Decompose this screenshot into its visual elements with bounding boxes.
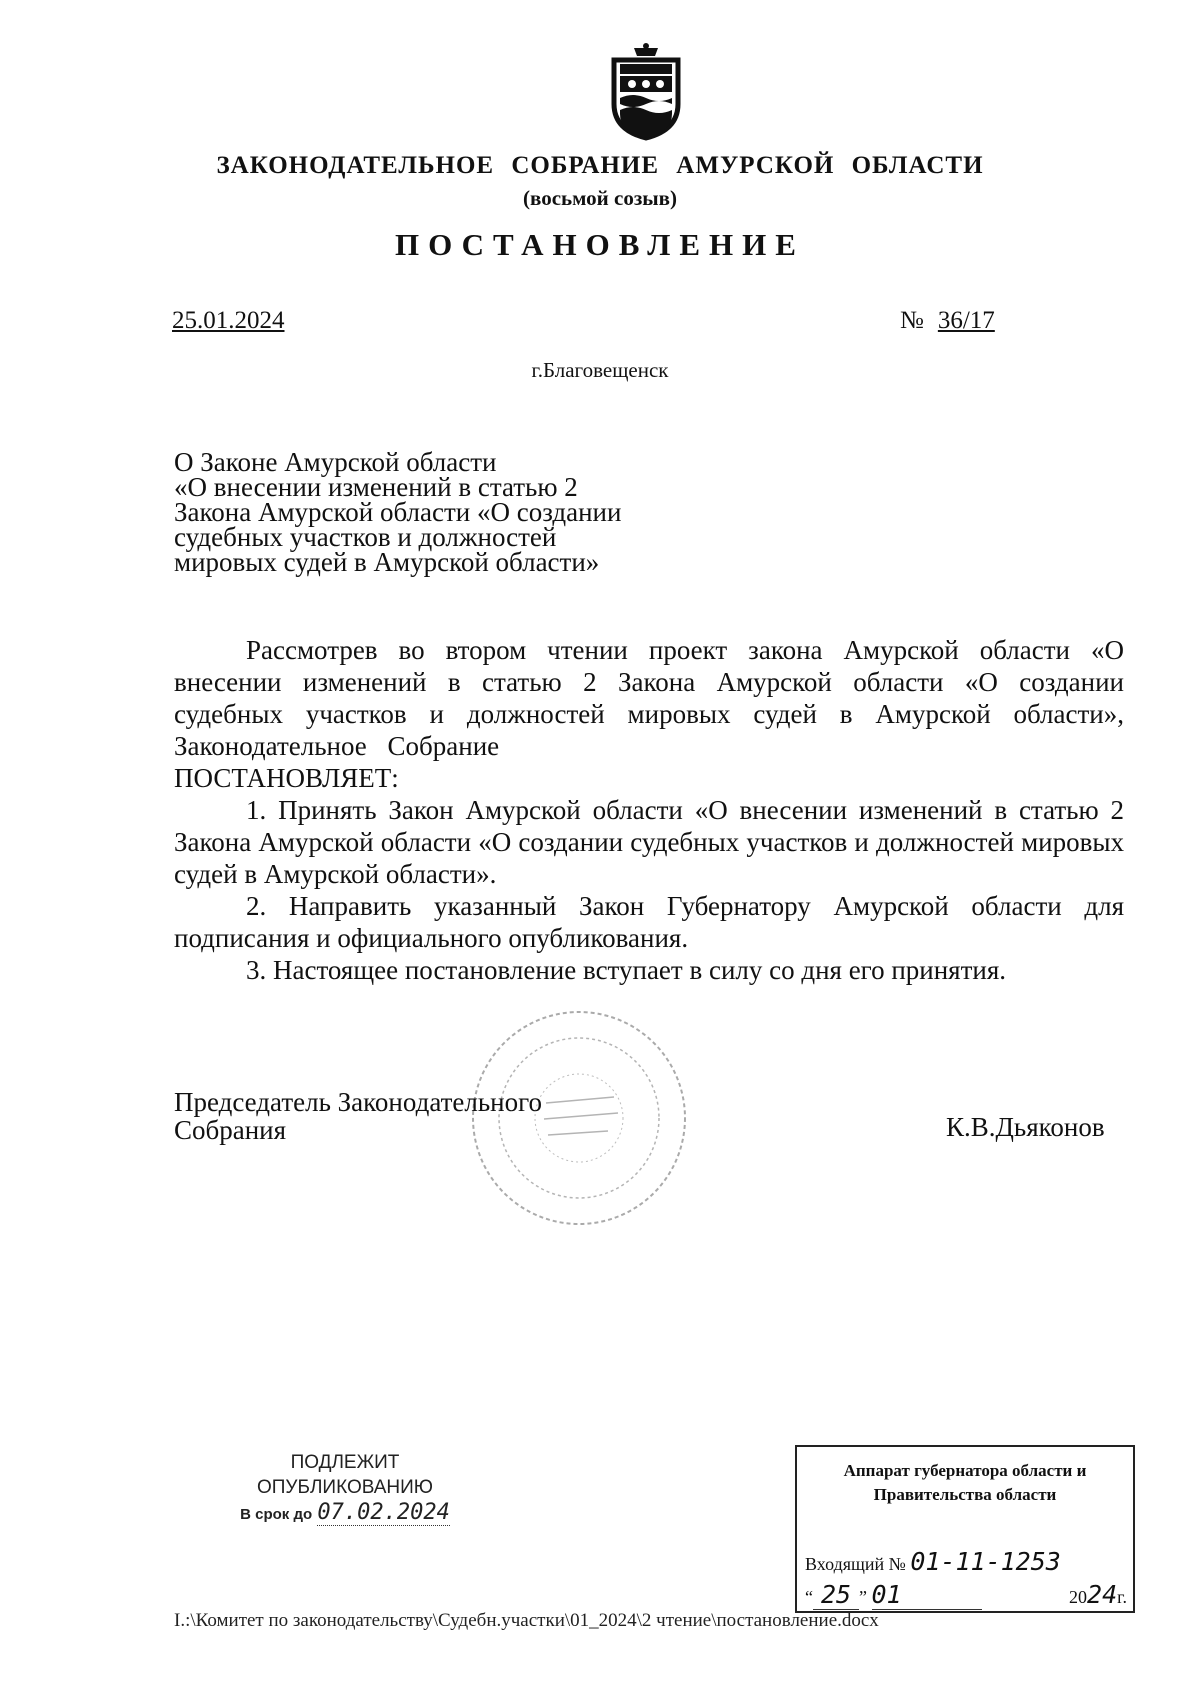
subject-line: Закона Амурской области «О создании bbox=[174, 497, 622, 527]
document-number-block bbox=[900, 307, 995, 335]
signatory-name: К.В.Дьяконов bbox=[946, 1112, 1105, 1142]
document-subject bbox=[174, 447, 622, 577]
resolves-heading: ПОСТАНОВЛЯЕТ: bbox=[174, 763, 399, 793]
incoming-number: 01-11-1253 bbox=[910, 1547, 1061, 1576]
incoming-year-mark: г. bbox=[1117, 1587, 1127, 1607]
document-city: г.Благовещенск bbox=[531, 358, 669, 382]
amur-region-coat-of-arms-icon bbox=[606, 42, 686, 142]
convocation-subtitle: (восьмой созыв) bbox=[523, 186, 677, 210]
incoming-year-suffix: 24 bbox=[1087, 1580, 1118, 1609]
document-number: 36/17 bbox=[937, 307, 995, 334]
body-intro-paragraph: Рассмотрев во втором чтении проект закона Амурской области «О внесении изменений в статью 2 Закона Амурской области «О создании судебных участков и должностей мировых судей в Амурской области», Законодательное Собрание bbox=[174, 635, 1124, 761]
subject-line: «О внесении изменений в статью 2 bbox=[174, 472, 578, 502]
resolution-item: 3. Настоящее постановление вступает в силу со дня его принятия. bbox=[246, 955, 1007, 985]
subject-line: судебных участков и должностей bbox=[174, 522, 557, 552]
subject-line: О Законе Амурской области bbox=[174, 447, 497, 477]
document-body bbox=[174, 634, 1124, 986]
organization-title: ЗАКОНОДАТЕЛЬНОЕ СОБРАНИЕ АМУРСКОЙ ОБЛАСТИ bbox=[216, 152, 984, 179]
registration-stamp-line: Аппарат губернатора области и bbox=[843, 1461, 1087, 1480]
subject-line: мировых судей в Амурской области» bbox=[174, 547, 600, 577]
incoming-label: Входящий № bbox=[805, 1554, 906, 1574]
signatory-position bbox=[174, 1088, 542, 1144]
resolution-item: 2. Направить указанный Закон Губернатору Амурской области для подписания и официального опубликования. bbox=[174, 891, 1124, 953]
incoming-year-prefix: 20 bbox=[1069, 1587, 1088, 1607]
publication-stamp bbox=[220, 1450, 470, 1527]
registration-stamp-line: Правительства области bbox=[873, 1485, 1057, 1504]
publication-stamp-line: ОПУБЛИКОВАНИЮ bbox=[256, 1477, 434, 1498]
publication-stamp-line: ПОДЛЕЖИТ bbox=[290, 1452, 400, 1473]
resolution-item: 1. Принять Закон Амурской области «О внесении изменений в статью 2 Закона Амурской области «О создании судебных участков и должностей мировых судей в Амурской области». bbox=[174, 795, 1124, 889]
incoming-date-row: “ 25 ” 01 2024г. bbox=[805, 1580, 1127, 1609]
incoming-day: 25 bbox=[813, 1580, 859, 1610]
registration-stamp bbox=[795, 1445, 1135, 1613]
deadline-label: В срок до bbox=[240, 1506, 313, 1523]
incoming-month: 01 bbox=[872, 1580, 982, 1610]
signatory-position-line: Председатель Законодательного bbox=[174, 1087, 543, 1117]
number-sign: № bbox=[900, 307, 924, 334]
incoming-number-row bbox=[805, 1547, 1061, 1576]
publication-deadline bbox=[220, 1500, 470, 1527]
signatory-position-line: Собрания bbox=[174, 1115, 287, 1145]
deadline-date: 07.02.2024 bbox=[317, 1500, 450, 1525]
file-path-footer: I.:\Комитет по законодательству\Судебн.участки\01_2024\2 чтение\постановление.docx bbox=[174, 1610, 879, 1631]
registration-stamp-header bbox=[797, 1459, 1133, 1507]
document-date: 25.01.2024 bbox=[172, 307, 285, 334]
document-type-heading: ПОСТАНОВЛЕНИЕ bbox=[395, 227, 805, 262]
